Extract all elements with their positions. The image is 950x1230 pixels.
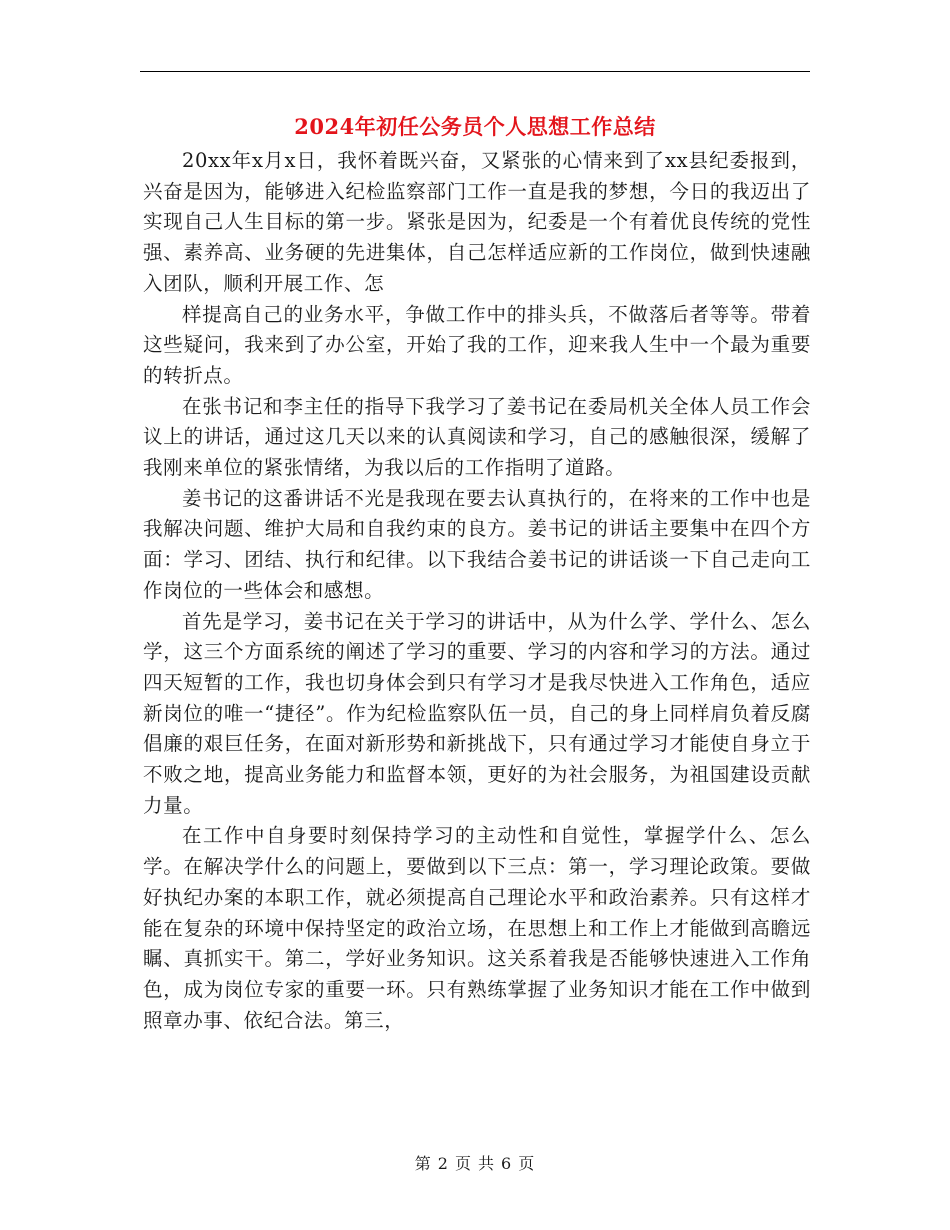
footer-middle: 页 共 bbox=[454, 1154, 496, 1173]
document-body bbox=[143, 146, 811, 1036]
header-rule bbox=[140, 71, 810, 72]
paragraph: 首先是学习，姜书记在关于学习的讲话中，从为什么学、学什么、怎么学，这三个方面系统的阐述了学习的重要、学习的内容和学习的方法。通过四天短暂的工作，我也切身体会到只有学习才是我尽快进入工作角色，适应新岗位的唯一“捷径”。作为纪检监察队伍一员，自己的身上同样肩负着反腐倡廉的艰巨任务，在面对新形势和新挑战下，只有通过学习才能使自身立于不败之地，提高业务能力和监督本领，更好的为社会服务，为祖国建设贡献力量。 bbox=[143, 609, 811, 817]
paragraph: 样提高自己的业务水平，争做工作中的排头兵，不做落后者等等。带着这些疑问，我来到了办公室，开始了我的工作，迎来我人生中一个最为重要的转折点。 bbox=[143, 302, 811, 387]
paragraph: 在张书记和李主任的指导下我学习了姜书记在委局机关全体人员工作会议上的讲话，通过这几天以来的认真阅读和学习，自己的感触很深，缓解了我刚来单位的紧张情绪，为我以后的工作指明了道路。 bbox=[143, 394, 811, 480]
total-pages-number: 6 bbox=[501, 1154, 513, 1173]
page-footer bbox=[0, 1152, 950, 1176]
footer-suffix: 页 bbox=[518, 1154, 536, 1173]
paragraph: 在工作中自身要时刻保持学习的主动性和自觉性，掌握学什么、怎么学。在解决学什么的问题上，要做到以下三点：第一，学习理论政策。要做好执纪办案的本职工作，就必须提高自己理论水平和政治素养。只有这样才能在复杂的环境中保持坚定的政治立场，在思想上和工作上才能做到高瞻远瞩、真抓实干。第二，学好业务知识。这关系着我是否能够快速进入工作角色，成为岗位专家的重要一环。只有熟练掌握了业务知识才能在工作中做到照章办事、依纪合法。第三， bbox=[143, 824, 811, 1032]
paragraph: 姜书记的这番讲话不光是我现在要去认真执行的，在将来的工作中也是我解决问题、维护大局和自我约束的良方。姜书记的讲话主要集中在四个方面：学习、团结、执行和纪律。以下我结合姜书记的讲话谈一下自己走向工作岗位的一些体会和感想。 bbox=[143, 486, 811, 602]
current-page-number: 2 bbox=[437, 1154, 449, 1173]
document-title: 2024年初任公务员个人思想工作总结 bbox=[294, 114, 656, 139]
footer-prefix: 第 bbox=[414, 1154, 432, 1173]
paragraph: 20xx年x月x日，我怀着既兴奋，又紧张的心情来到了xx县纪委报到，兴奋是因为，能够进入纪检监察部门工作一直是我的梦想，今日的我迈出了实现自己人生目标的第一步。紧张是因为，纪委是一个有着优良传统的党性强、素养高、业务硬的先进集体，自己怎样适应新的工作岗位，做到快速融入团队，顺利开展工作、怎 bbox=[143, 149, 811, 295]
